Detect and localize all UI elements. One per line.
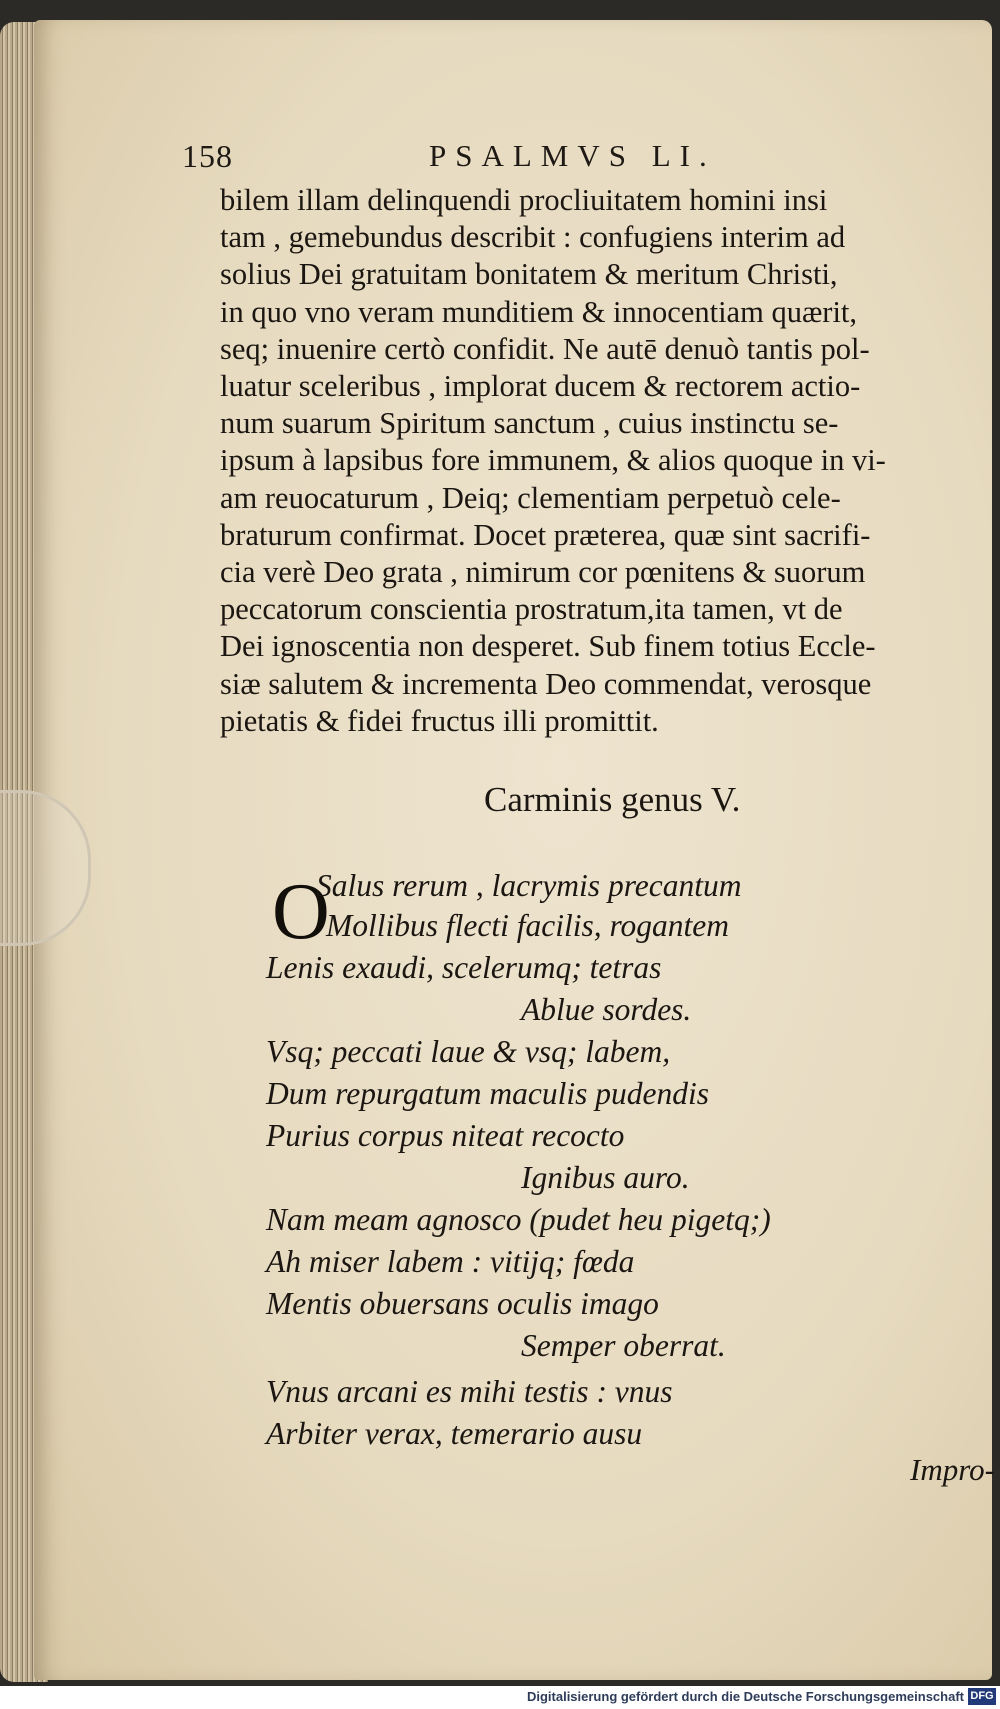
verse-line: Ablue sordes. (521, 992, 692, 1027)
prose-line: tam , gemebundus describit : confugiens interim ad (220, 220, 846, 255)
catchword: Impro- (910, 1452, 995, 1487)
prose-line: siæ salutem & incrementa Deo commendat, verosque (220, 666, 872, 701)
verse-line: Mollibus flecti facilis, rogantem (326, 908, 730, 943)
paper-page (34, 20, 995, 1680)
prose-line: ipsum à lapsibus fore immunem, & alios quoque in vi- (220, 443, 886, 478)
prose-line: am reuocaturum , Deiq; clementiam perpetuò cele- (220, 480, 841, 515)
prose-line: bilem illam delinquendi procliuitatem homini insi (220, 183, 828, 217)
prose-line: num suarum Spiritum sanctum , cuius instinctu se- (220, 406, 839, 441)
argument-paragraph (220, 182, 980, 740)
verse-line: Vsq; peccati laue & vsq; labem, (266, 1034, 671, 1069)
digitization-footer (0, 1686, 1000, 1709)
prose-line: braturum confirmat. Docet præterea, quæ sint sacrifi- (220, 517, 871, 552)
prose-line: Dei ignoscentia non desperet. Sub finem totius Eccle- (220, 629, 876, 664)
prose-line: solius Dei gratuitam bonitatem & meritum Christi, (220, 257, 838, 292)
verse-line: Lenis exaudi, scelerumq; tetras (266, 950, 662, 985)
prose-line: pietatis & fidei fructus illi promittit. (220, 703, 659, 738)
verse-line: Mentis obuersans oculis imago (266, 1286, 659, 1321)
drop-cap: O (272, 868, 330, 956)
prose-line: peccatorum conscientia prostratum,ita tamen, vt de (220, 592, 843, 627)
verse-line: Salus rerum , lacrymis precantum (316, 868, 742, 903)
verse-line: Ignibus auro. (521, 1160, 690, 1195)
section-heading: Carminis genus V. (484, 780, 741, 819)
prose-line: luatur sceleribus , implorat ducem & rectorem actio- (220, 369, 861, 404)
verse-line: Dum repurgatum maculis pudendis (266, 1076, 710, 1111)
running-title: PSALMVS LI. (429, 138, 716, 173)
prose-line: in quo vno veram munditiem & innocentiam quærit, (220, 294, 858, 329)
prose-line: seq; inuenire certò confidit. Ne autē denuò tantis pol- (220, 331, 870, 366)
verse-line: Purius corpus niteat recocto (266, 1118, 625, 1153)
page-number: 158 (182, 138, 233, 174)
dfg-logo: DFG (968, 1688, 996, 1705)
verse-line: Nam meam agnosco (pudet heu pigetq;) (266, 1202, 771, 1237)
verse-line: Arbiter verax, temerario ausu (266, 1416, 643, 1451)
verse-line: Semper oberrat. (521, 1328, 726, 1363)
verse-line: Ah miser labem : vitijq; fœda (266, 1244, 635, 1279)
running-head (34, 138, 992, 178)
funding-credit: Digitalisierung gefördert durch die Deutsche Forschungsgemeinschaft (526, 1689, 964, 1704)
prose-line: cia verè Deo grata , nimirum cor pœnitens & suorum (220, 555, 866, 590)
verse-line: Vnus arcani es mihi testis : vnus (266, 1374, 673, 1409)
